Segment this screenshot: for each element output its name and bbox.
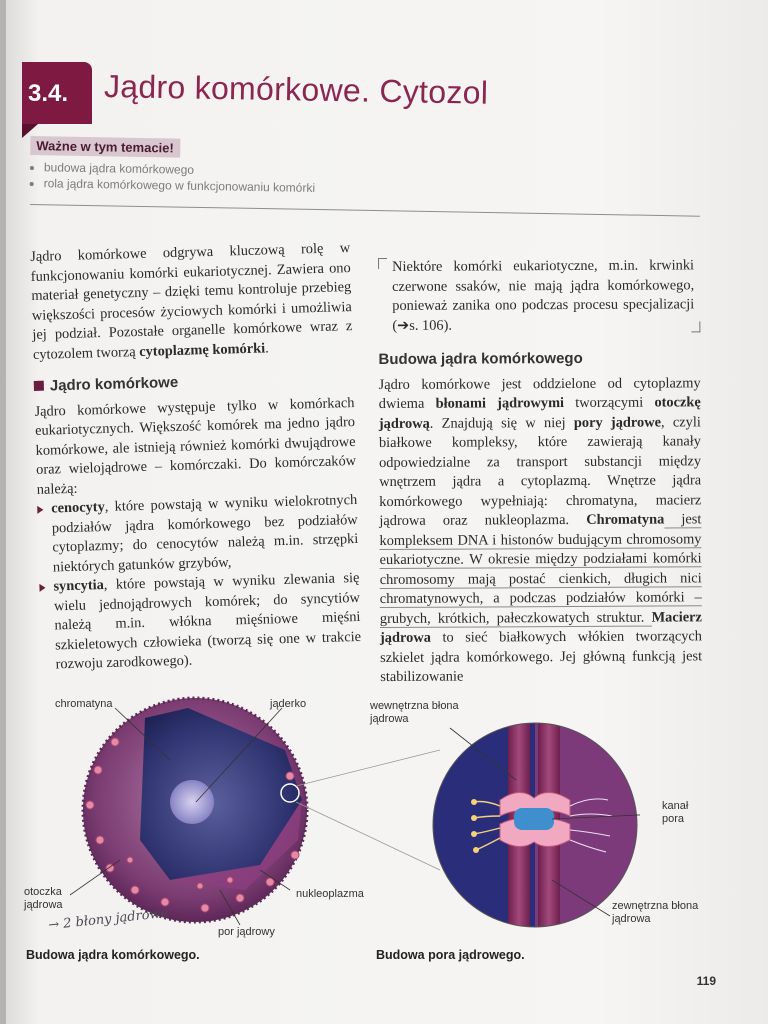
bullet-text: , które powstają w wyniku zlewania się wielu jednojądrowych komórek; do syncytiów należą m.in. włókna mięśniowe mięśni szkieletowych człowieka (tworzą się one w trakcie rozwoju zarodkowego). — [53, 569, 362, 673]
label-nuclear-envelope: otoczka jądrowa — [24, 886, 63, 911]
term-nuclear-matrix: Macierz jądrowa — [379, 608, 702, 646]
intro-text: Jądro komórkowe odgrywa kluczową rolę w funkcjonowaniu komórki eukariotycznej. Zawiera ono materiał genetyczny – dzięki temu kontroluje przebieg większości procesów życiowych komórki i umożliwia jej podział. Pozostałe organelle komórkowe wraz z cytozolem tworzą — [30, 240, 353, 363]
pore-figure — [430, 720, 640, 930]
term-syncytia: syncytia — [53, 577, 105, 595]
arrow-icon: ➔ — [397, 317, 410, 334]
section-title: Jądro komórkowe — [49, 373, 179, 395]
text-run: Jądro komórkowe jest oddzielone od cytoplazmy dwiema — [378, 374, 701, 412]
intro-end: . — [264, 339, 269, 356]
note-text: Niektóre komórki eukariotyczne, m.in. krwinki czerwone ssaków, nie mają jądra komórkowego, ponieważ zanika ono podczas procesu specjalizacji ( — [392, 257, 695, 334]
term-nuclear-membranes: błonami jądrowymi — [435, 395, 565, 412]
important-item: • budowa jądra komórkowego — [44, 159, 316, 180]
term-nuclear-pores: pory jądrowe — [573, 414, 662, 431]
term-chromatin: Chromatyna — [586, 511, 665, 528]
text-run: to sieć białkowych włókien tworzących szkielet jądra komórkowego. Jej główną funkcją jest stabilizowanie — [380, 628, 703, 685]
label-inner-membrane: wewnętrzna błona jądrowa — [370, 700, 459, 725]
chapter-number: 3.4. — [28, 80, 69, 107]
label-outer-membrane: zewnętrzna błona jądrowa — [612, 900, 699, 925]
text-run: , czyli białkowe kompleksy, które zawierają kanały odpowiedzialne za transport substancji między wnętrzem jądra a cytoplazmą. Wnętrze jądra komórkowego wypełniają: chromatyna, macierz jądrowa oraz nukleoplazma. — [378, 413, 702, 529]
text-run: . Znajdują się w niej — [429, 414, 574, 432]
chapter-title: Jądro komórkowe. Cytozol — [103, 68, 489, 111]
label-nuclear-pore: por jądrowy — [218, 926, 275, 938]
caption-pore: Budowa pora jądrowego. — [376, 948, 525, 962]
nucleus-paragraph: Jądro komórkowe występuje tylko w komórkach eukariotycznych. Większość komórek ma jedno jądro komórkowe, ale istnieją również komórki dwujądrowe oraz wielojądrowe – komórczaki. Do komórczaków należą: — [34, 394, 357, 498]
important-heading: Ważne w tym temacie! — [30, 136, 180, 158]
label-pore-channel: kanał pora — [662, 800, 689, 825]
label-chromatin: chromatyna — [55, 698, 113, 710]
note-page-ref: s. 106). — [409, 317, 453, 334]
intro-term: cytoplazmę komórki — [139, 339, 266, 360]
pore-channel — [514, 808, 554, 830]
label-nucleoplasm: nukleoplazma — [296, 888, 364, 900]
label-nucleolus: jąderko — [270, 698, 307, 710]
term-nuclear-envelope: otoczkę jądrową — [378, 394, 701, 432]
text-run: jest kompleksem DNA i histonów budującym chromosomy eukariotyczne. W okresie między podziałami komórki chromosomy mają postać cienkich, długich nici chromatynowych, a podczas podziałów komórki – grubych, krótkich, pałeczkowatych struktur. — [379, 511, 702, 627]
text-run: tworzącymi — [564, 394, 655, 412]
page-number: 119 — [696, 974, 716, 988]
bullet-text: , które powstają w wyniku wielokrotnych podziałów jądra komórkowego bez podziałów cytoplazmy; do cenocytów należą m.in. strzępki niektórych gatunków grzybów, — [51, 491, 359, 575]
caption-nucleus: Budowa jądra komórkowego. — [26, 948, 200, 962]
term-cenocyty: cenocyty — [51, 499, 106, 517]
section-heading-structure: Budowa jądra komórkowego — [378, 349, 583, 368]
important-item: • rola jądra komórkowego w funkcjonowaniu komórki — [44, 175, 316, 196]
handwritten-note: → 2 błony jądrowe — [47, 905, 170, 934]
